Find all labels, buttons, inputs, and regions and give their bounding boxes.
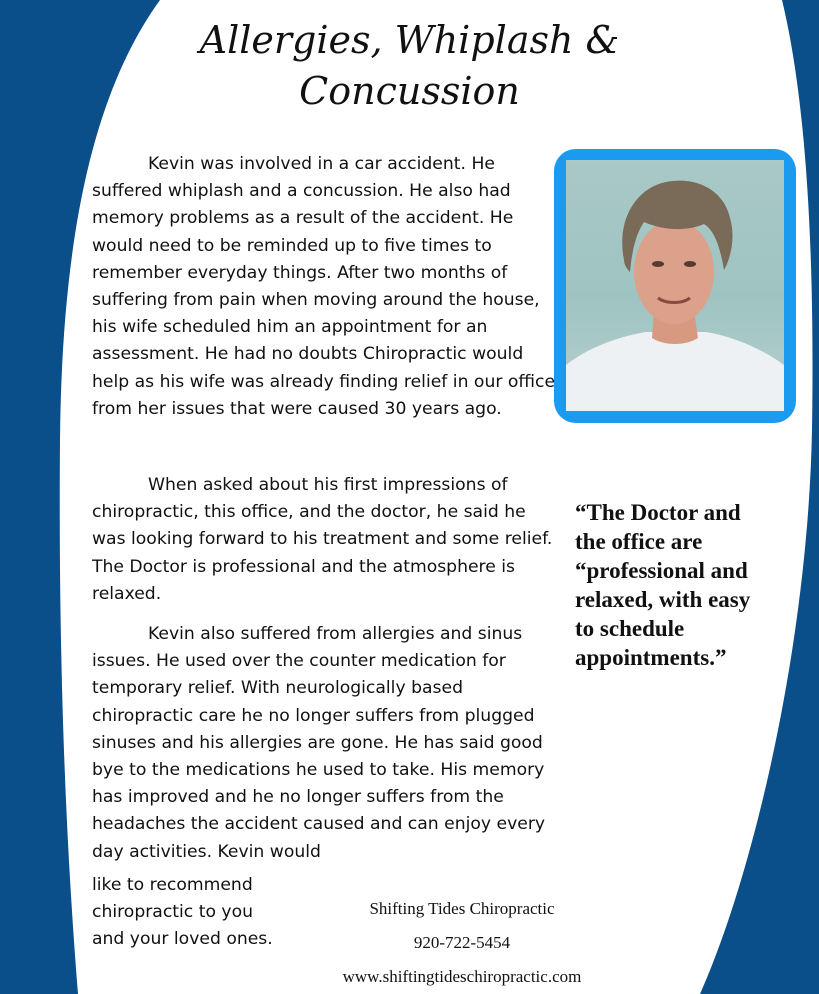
paragraph-text: Kevin also suffered from allergies and sinus issues. He used over the counter medication for temporary relief. With neurologically based chiropractic care he no longer suffers from plugged sinuses and his allergies are gone. He has said good bye to the medications he used to take. His memory has improved and he no longer suffers from the headaches the accident caused and can enjoy every day activities. Kevin would [92, 624, 546, 862]
page-title-line2: Concussion [299, 69, 520, 113]
clinic-phone: 920-722-5454 [413, 933, 511, 952]
right-eye [684, 261, 696, 267]
clinic-name: Shifting Tides Chiropractic [369, 899, 555, 918]
pull-quote: “The Doctor and the office are “professional and relaxed, with easy to schedule appointments.” [575, 500, 751, 670]
paragraph-text: Kevin was involved in a car accident. He suffered whiplash and a concussion. He also had memory problems as a result of the accident. He would need to be reminded up to five times to remember everyday things. After two months of suffering from pain when moving around the house, his wife scheduled him an appointment for an assessment. He had no doubts Chiropractic would help as his wife was already finding relief in our office from her issues that were caused 30 years ago. [92, 154, 556, 419]
story-paragraph-2 [92, 472, 562, 608]
portrait-photo [566, 160, 784, 411]
portrait-illustration [566, 160, 784, 411]
page-title-line1: Allergies, Whiplash & [199, 18, 620, 62]
story-paragraph-continued [92, 872, 282, 954]
story-paragraph-1 [92, 151, 562, 423]
story-paragraph-3 [92, 621, 560, 866]
paragraph-text: When asked about his first impressions of chiropractic, this office, and the doctor, he said he was looking forward to his treatment and some relief. The Doctor is professional and the atmosphere is relaxed. [92, 475, 553, 604]
clinic-website: www.shiftingtideschiropractic.com [342, 967, 582, 986]
face [634, 220, 714, 324]
photo-frame [554, 149, 796, 423]
left-eye [652, 261, 664, 267]
paragraph-text: like to recommend chiropractic to you and your loved ones. [92, 875, 273, 950]
